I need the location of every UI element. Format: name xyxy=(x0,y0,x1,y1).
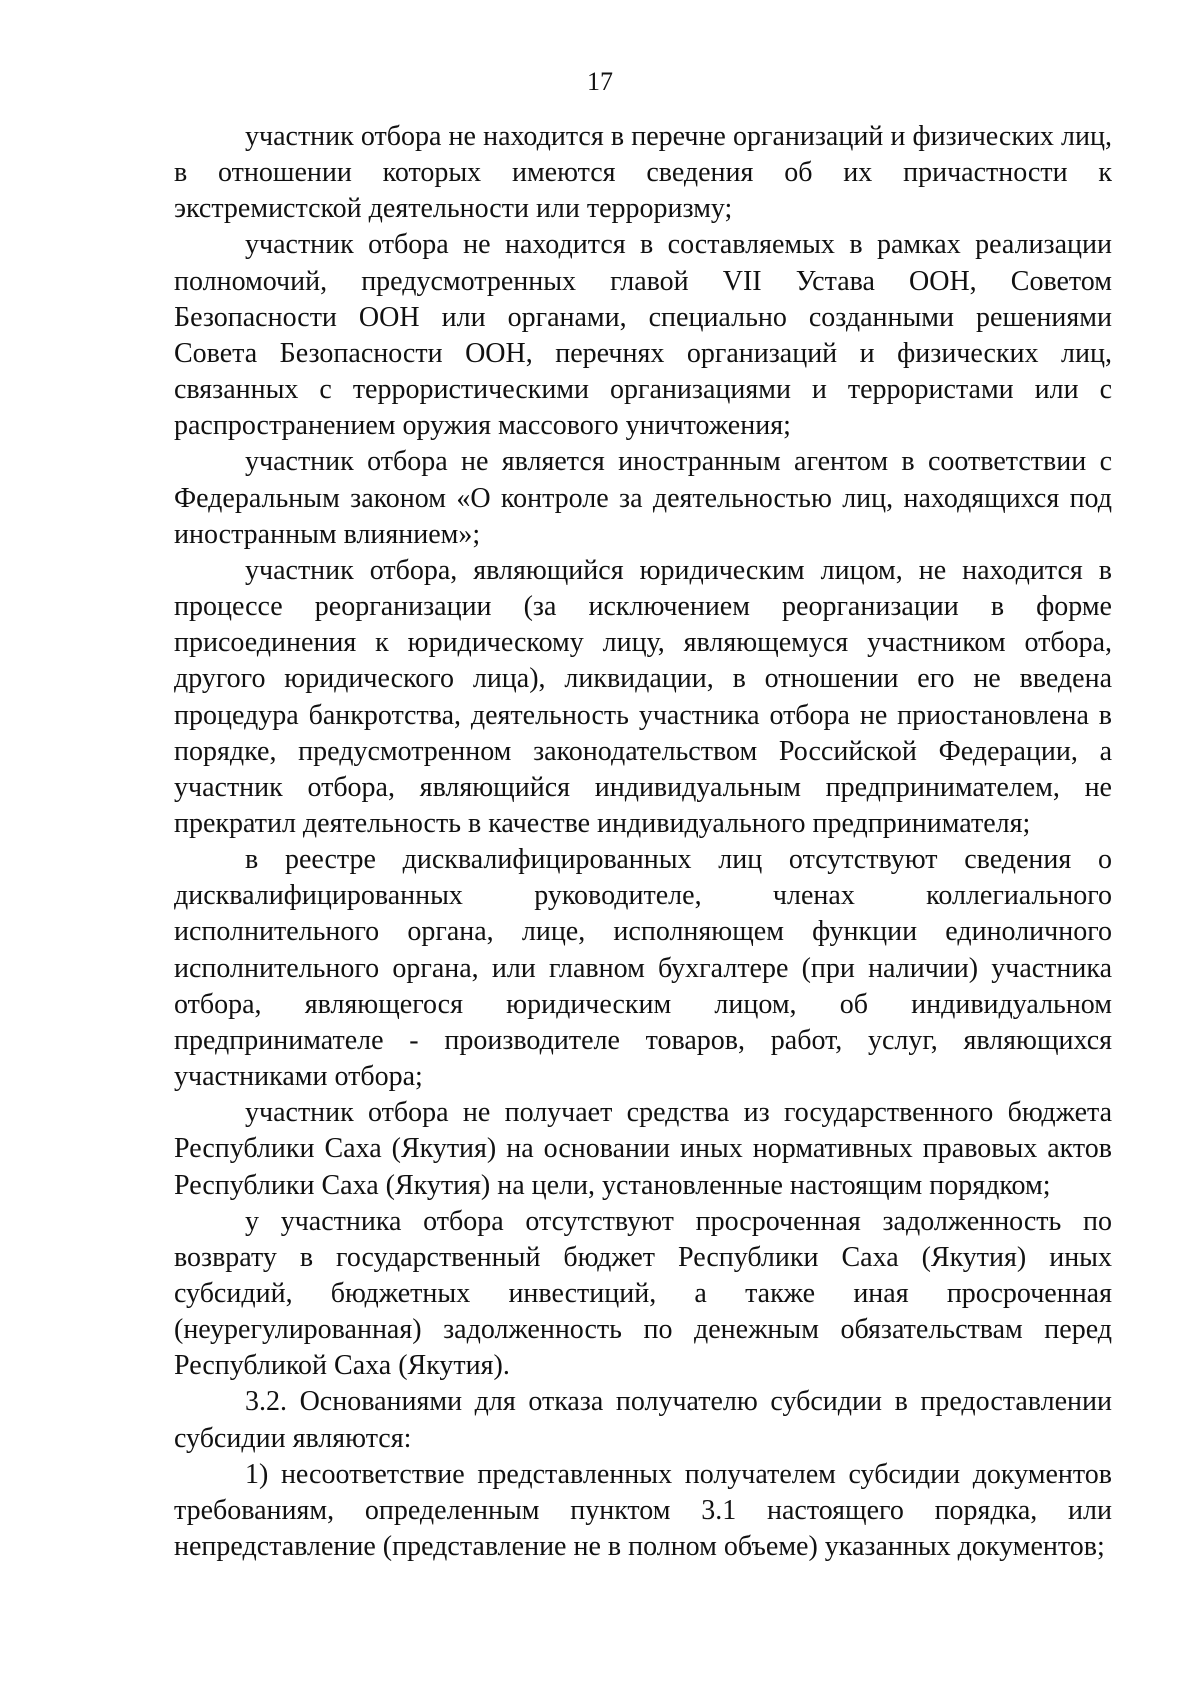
paragraph-document-mismatch: 1) несоответствие представленных получателем субсидии документов требованиям, определенным пунктом 3.1 настоящего порядка, или непредставление (представление не в полном объеме) указанных документов; xyxy=(174,1458,1112,1563)
paragraph-un-sanctions-list: участник отбора не находится в составляемых в рамках реализации полномочий, предусмотренных главой VII Устава ООН, Советом Безопасности ООН или органами, специально созданными решениями Совета Безопасности ООН, перечнях организаций и физических лиц, связанных с террористическими организациями и террористами или с распространением оружия массового уничтожения; xyxy=(174,229,1112,442)
paragraph-reorganization: участник отбора, являющийся юридическим лицом, не находится в процессе реорганизации (за исключением реорганизации в форме присоединения к юридическому лицу, являющемуся участником отбора, другого юридического лица), ликвидации, в отношении его не введена процедура банкротства, деятельность участника отбора не приостановлена в порядке, предусмотренном законодательством Российской Федерации, а участник отбора, являющийся индивидуальным предпринимателем, не прекратил деятельность в качестве индивидуального предпринимателя; xyxy=(174,554,1112,839)
paragraph-disqualified-persons: в реестре дисквалифицированных лиц отсутствуют сведения о дисквалифицированных руководителе, членах коллегиального исполнительного органа, лице, исполняющем функции единоличного исполнительного органа, или главном бухгалтере (при наличии) участника отбора, являющегося юридическим лицом, об индивидуальном предпринимателе - производителе товаров, работ, услуг, являющихся участниками отбора; xyxy=(174,844,1112,1093)
paragraph-extremism-list: участник отбора не находится в перечне организаций и физических лиц, в отношении которых имеются сведения об их причастности к экстремистской деятельности или терроризму; xyxy=(174,121,1112,225)
paragraph-refusal-grounds: 3.2. Основаниями для отказа получателю субсидии в предоставлении субсидии являются: xyxy=(174,1386,1112,1454)
paragraph-foreign-agent: участник отбора не является иностранным агентом в соответствии с Федеральным законом «О контроле за деятельностью лиц, находящихся под иностранным влиянием»; xyxy=(174,446,1112,550)
page-number: 17 xyxy=(587,67,613,96)
paragraph-budget-funds: участник отбора не получает средства из государственного бюджета Республики Саха (Якутия) на основании иных нормативных правовых актов Республики Саха (Якутия) на цели, установленные настоящим порядком; xyxy=(174,1097,1112,1201)
document-body xyxy=(174,119,1112,1565)
paragraph-overdue-debt: у участника отбора отсутствуют просроченная задолженность по возврату в государственный бюджет Республики Саха (Якутия) иных субсидий, бюджетных инвестиций, а также иная просроченная (неурегулированная) задолженность по денежным обязательствам перед Республикой Саха (Якутия). xyxy=(174,1205,1112,1382)
